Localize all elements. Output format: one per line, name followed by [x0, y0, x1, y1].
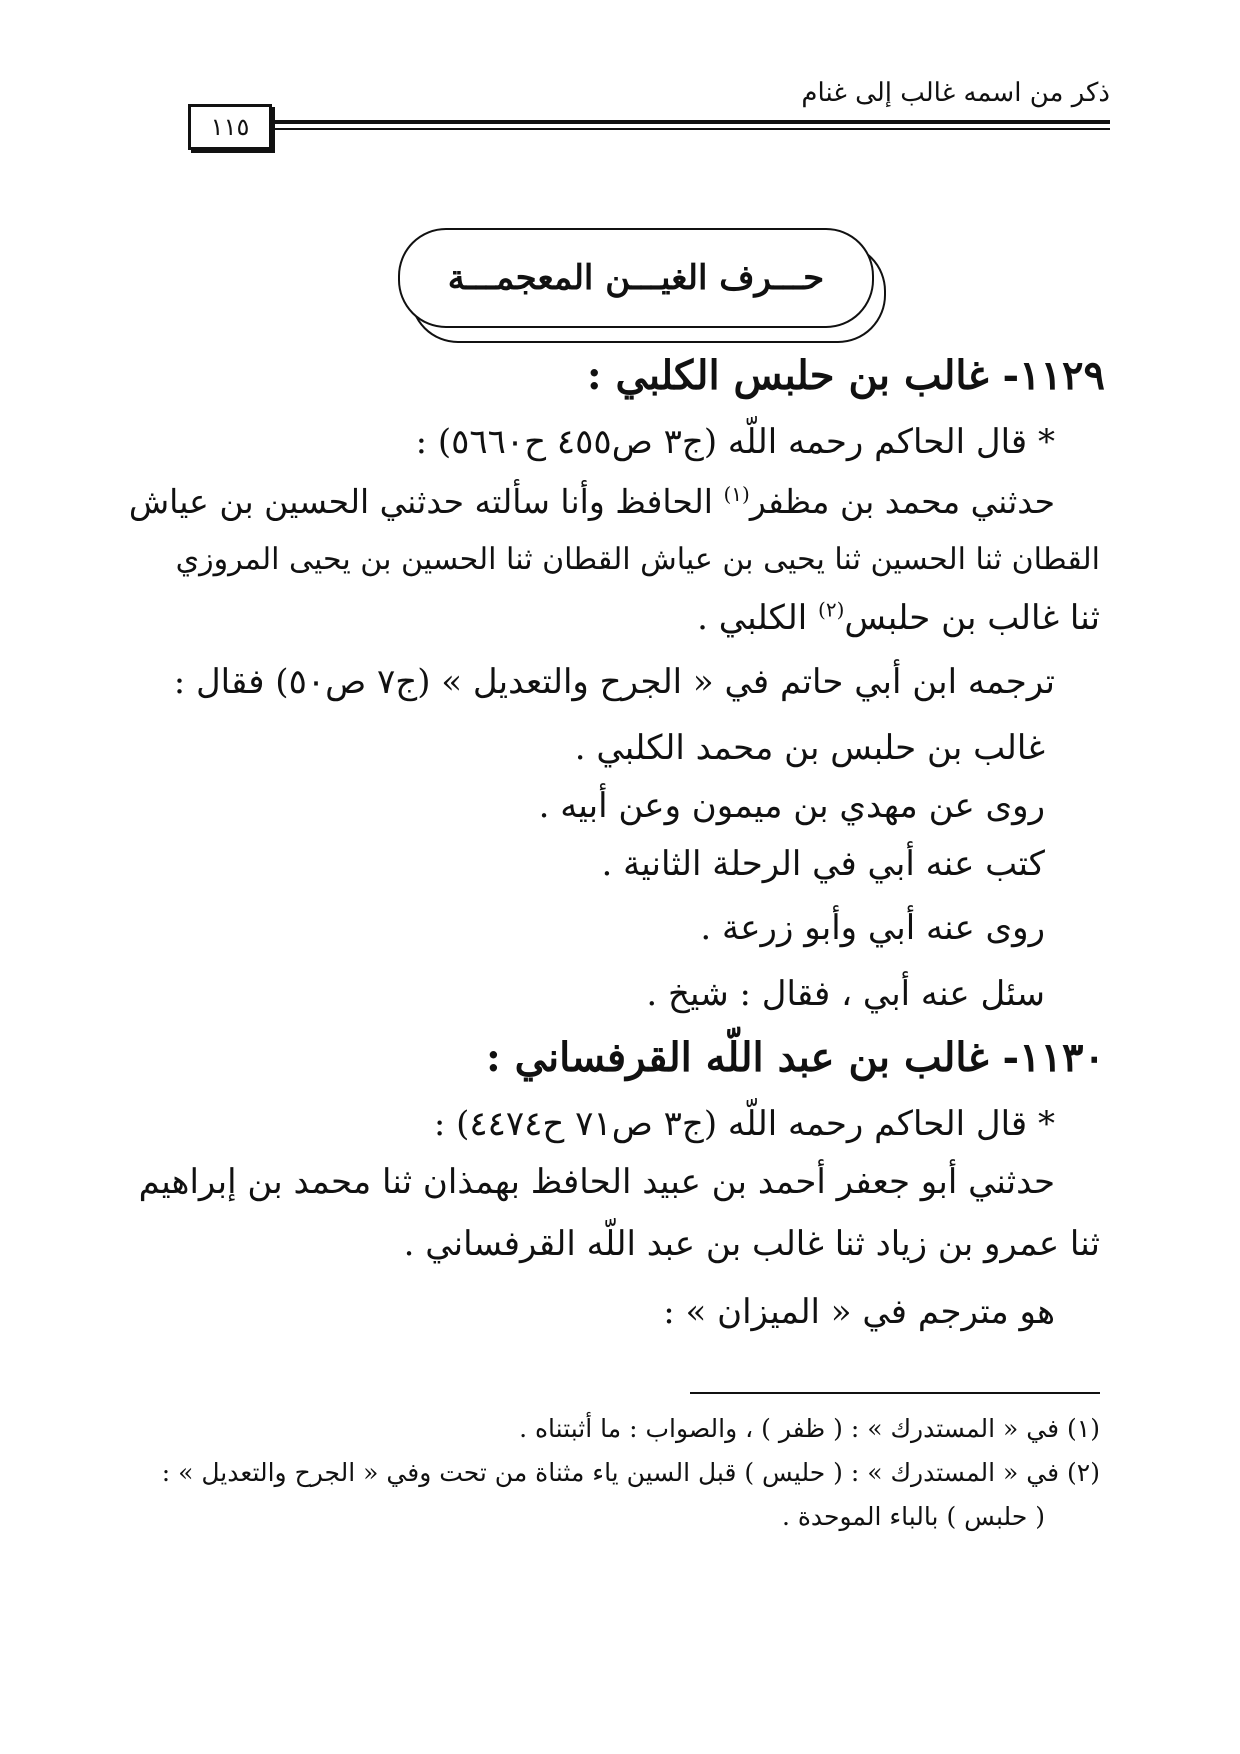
page-number: [188, 104, 272, 150]
tarjama-intro: ترجمه ابن أبي حاتم في « الجرح والتعديل » (ج٧ ص٥٠) فقال :: [173, 662, 1055, 702]
bio-line: غالب بن حلبس بن محمد الكلبي .: [574, 728, 1045, 768]
isnad-text: حدثني محمد بن مظفر: [749, 482, 1055, 521]
footnote-rule: [690, 1392, 1100, 1394]
footnote: (١) في « المستدرك » : ( ظفر ) ، والصواب : ما أثبتناه .: [519, 1414, 1100, 1443]
bio-line: روى عنه أبي وأبو زرعة .: [700, 908, 1045, 948]
bio-line: سئل عنه أبي ، فقال : شيخ .: [646, 974, 1045, 1014]
page-number-text: ١١٥: [210, 113, 250, 141]
bio-line: روى عن مهدي بن ميمون وعن أبيه .: [538, 786, 1045, 826]
running-title: ذكر من اسمه غالب إلى غنام: [801, 78, 1110, 108]
entry-heading: ١١٢٩- غالب بن حلبس الكلبي :: [586, 352, 1105, 399]
footnote-continuation: ( حلبس ) بالباء الموحدة .: [781, 1502, 1045, 1531]
isnad-line: القطان ثنا الحسين ثنا يحيى بن عياش القطان ثنا الحسين بن يحيى المروزي: [175, 542, 1100, 577]
source-line: * قال الحاكم رحمه اللّه (ج٣ ص٧١ ح٤٤٧٤) :: [433, 1104, 1055, 1144]
isnad-text: ثنا غالب بن حلبس: [844, 598, 1100, 638]
bio-line: كتب عنه أبي في الرحلة الثانية .: [601, 844, 1045, 884]
tarjama-intro: هو مترجم في « الميزان » :: [663, 1292, 1055, 1332]
header-rule-thick: [268, 120, 1110, 124]
header-rule: [268, 120, 1110, 134]
footnote-ref: (١): [723, 482, 750, 506]
entry-heading: ١١٣٠- غالب بن عبد اللّه القرفساني :: [485, 1034, 1105, 1081]
isnad-line: [697, 596, 1100, 640]
source-line: * قال الحاكم رحمه اللّه (ج٣ ص٤٥٥ ح٥٦٦٠) :: [415, 422, 1055, 462]
isnad-line: ثنا عمرو بن زياد ثنا غالب بن عبد اللّه القرفساني .: [403, 1224, 1100, 1264]
header-rule-thin: [268, 128, 1110, 130]
isnad-text: الحافظ وأنا سألته حدثني الحسين بن عياش: [128, 482, 724, 521]
isnad-line: حدثني أبو جعفر أحمد بن عبيد الحافظ بهمذان ثنا محمد بن إبراهيم: [138, 1162, 1055, 1202]
chapter-frame: [398, 228, 874, 328]
isnad-line: [129, 480, 1055, 524]
isnad-text: الكلبي .: [697, 598, 818, 638]
footnote-ref: (٢): [818, 597, 845, 622]
footnote: (٢) في « المستدرك » : ( حليس ) قبل السين ياء مثناة من تحت وفي « الجرح والتعديل » :: [161, 1458, 1100, 1487]
chapter-title: حـــرف الغيـــن المعجمـــة: [447, 258, 825, 298]
